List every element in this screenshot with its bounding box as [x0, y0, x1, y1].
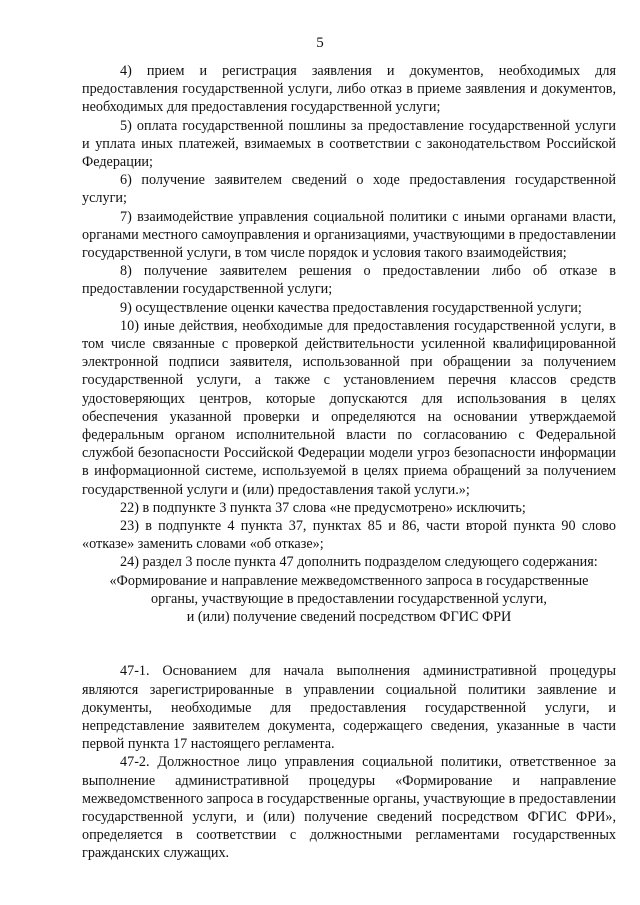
list-item-4: 4) прием и регистрация заявления и документов, необходимых для предоставления государственной услуги, либо отказ в приеме заявления и документов, необходимых для предоставления государственной услуги;	[82, 63, 616, 116]
clause-47-2: 47-2. Должностное лицо управления социальной политики, ответственное за выполнение административной процедуры «Формирование и направление межведомственного запроса в государственные органы, участвующие в предоставлении государственной услуги, и (или) получение сведений посредством ФГИС ФРИ», определяется в соответствии с должностными регламентами государственных гражданских служащих.	[82, 754, 616, 862]
clause-47-1: 47-1. Основанием для начала выполнения административной процедуры являются зарегистрированные в управлении социальной политики заявление и документы, необходимые для предоставления государственной услуги, и непредставление заявителем документа, содержащего сведения, указанные в части первой пункта 17 настоящего регламента.	[82, 663, 616, 753]
subsection-heading-line-2: органы, участвующие в предоставлении государственной услуги,	[151, 590, 547, 607]
list-item-8: 8) получение заявителем решения о предоставлении либо об отказе в предоставлении государственной услуги;	[82, 263, 616, 298]
section-spacer	[82, 626, 616, 662]
subsection-heading	[82, 572, 616, 627]
list-item-10: 10) иные действия, необходимые для предоставления государственной услуги, в том числе связанные с проверкой действительности усиленной квалифицированной электронной подписи заявителя, использованной при обращении за получением государственной услуги, а также с установлением перечня классов средств удостоверяющих центров, которые допускаются для использования в целях обеспечения указанной проверки и определяются на основании утверждаемой федеральным органом исполнительной власти по согласованию с Федеральной службой безопасности Российской Федерации модели угроз безопасности информации в информационной системе, используемой в целях приема обращений за получением государственной услуги и (или) предоставления такой услуги.»;	[82, 317, 616, 498]
amendment-24: 24) раздел 3 после пункта 47 дополнить подразделом следующего содержания:	[120, 554, 598, 571]
amendment-23: 23) в подпункте 4 пункта 37, пунктах 85 и 86, части второй пункта 90 слово «отказе» заменить словами «об отказе»;	[82, 518, 616, 553]
page-number: 5	[316, 35, 324, 51]
subsection-heading-line-3: и (или) получение сведений посредством ФГИС ФРИ	[186, 609, 512, 626]
list-item-5: 5) оплата государственной пошлины за предоставление государственной услуги и уплата иных платежей, взимаемых в соответствии с законодательством Российской Федерации;	[82, 117, 616, 171]
list-item-7: 7) взаимодействие управления социальной политики с иными органами власти, органами местного самоуправления и организациями, участвующими в предоставлении государственной услуги, в том числе порядок и условия такого взаимодействия;	[82, 208, 616, 262]
subsection-heading-line-1: «Формирование и направление межведомственного запроса в государственные	[109, 572, 589, 589]
amendment-22: 22) в подпункте 3 пункта 37 слова «не предусмотрено» исключить;	[120, 499, 526, 516]
list-item-9: 9) осуществление оценки качества предоставления государственной услуги;	[120, 299, 582, 316]
document-body	[82, 62, 616, 863]
list-item-6: 6) получение заявителем сведений о ходе предоставления государственной услуги;	[82, 172, 616, 207]
